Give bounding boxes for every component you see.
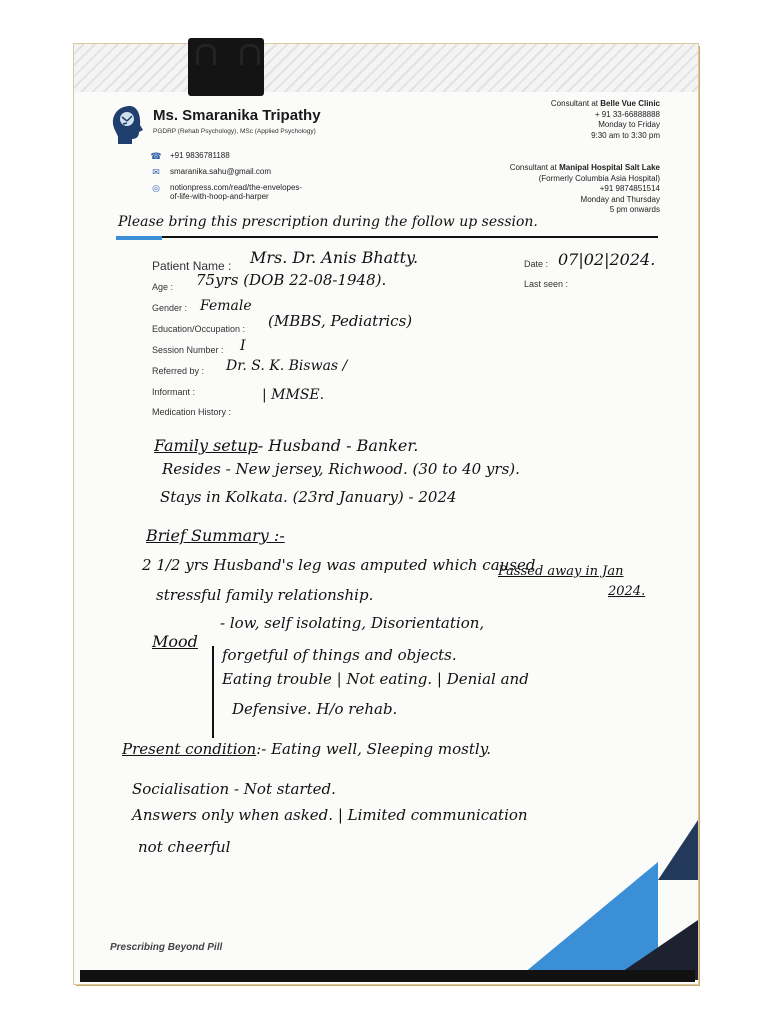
doctor-name: Ms. Smaranika Tripathy: [153, 107, 321, 124]
footer-black-band: [80, 970, 695, 982]
present-condition-line-3: Answers only when asked. | Limited communication: [132, 806, 528, 824]
binder-clip-ring-left: [196, 44, 216, 65]
date-value: 07|02|2024.: [558, 250, 656, 269]
referred-by-value: Dr. S. K. Biswas /: [226, 358, 348, 374]
clinic-2-hours: 5 pm onwards: [609, 205, 660, 214]
referred-by-label: Referred by :: [152, 366, 205, 376]
passed-away-note: Passed away in Jan: [498, 564, 624, 579]
gender-value: Female: [200, 298, 252, 314]
binder-clip-ring-right: [240, 44, 260, 65]
age-label: Age :: [152, 282, 174, 292]
mood-heading: Mood: [152, 632, 198, 651]
phone-icon: ☎: [150, 151, 162, 161]
clinic-2-former: (Formerly Columbia Asia Hospital): [538, 173, 660, 183]
brief-summary-heading: Brief Summary :-: [146, 526, 285, 545]
mood-line-3: Eating trouble | Not eating. | Denial and: [222, 670, 529, 688]
web-line-1: notionpress.com/read/the-envelopes-: [170, 183, 303, 192]
contact-web: [150, 183, 302, 201]
hatched-top-band: [74, 44, 698, 92]
family-setup-text: - Husband - Banker.: [257, 436, 419, 455]
mood-line-4: Defensive. H/o rehab.: [232, 700, 398, 718]
last-seen-label: Last seen :: [524, 279, 569, 289]
patient-name-value: Mrs. Dr. Anis Bhatty.: [250, 248, 419, 267]
informant-label: Informant :: [152, 387, 196, 397]
clinic-2-phone: +91 9874851514: [599, 184, 660, 193]
clinic-1-title: [551, 99, 660, 110]
session-number-value: I: [240, 338, 246, 354]
education-value: (MBBS, Pediatrics): [268, 312, 413, 330]
present-condition-line-1: :- Eating well, Sleeping mostly.: [256, 740, 491, 758]
present-condition-line-4: not cheerful: [138, 838, 231, 856]
mood-bracket: [212, 646, 214, 738]
clinic-2-title: [510, 163, 660, 174]
contact-phone: [150, 151, 230, 161]
contact-email: [150, 167, 271, 177]
clinic-1-name: Belle Vue Clinic: [600, 99, 660, 108]
web-line-2: of-life-with-hoop-and-harper: [170, 192, 269, 201]
clinic-2-block: [510, 163, 660, 216]
patient-name-label: Patient Name :: [152, 259, 232, 273]
phone-text: +91 9836781188: [170, 151, 230, 160]
mood-line-1: - low, self isolating, Disorientation,: [220, 614, 485, 632]
clinic-1-days: Monday to Friday: [598, 120, 660, 129]
present-condition-heading: Present condition: [122, 740, 257, 758]
date-label: Date :: [524, 259, 549, 269]
clinic-2-days: Monday and Thursday: [580, 194, 660, 204]
clinic-1-label: Consultant at: [550, 99, 599, 108]
clinic-2-label: Consultant at: [509, 163, 557, 172]
footer-dark-triangle-top: [658, 820, 698, 880]
age-value: 75yrs (DOB 22-08-1948).: [196, 271, 387, 289]
medication-history-value: | MMSE.: [262, 387, 325, 403]
header-divider: [162, 236, 658, 238]
clinic-1-hours: 9:30 am to 3:30 pm: [591, 130, 660, 140]
gender-label: Gender :: [152, 303, 188, 313]
resides-note: Resides - New jersey, Richwood. (30 to 40 yrs).: [162, 460, 520, 478]
medication-history-label: Medication History :: [152, 407, 232, 417]
follow-up-instruction: Please bring this prescription during the follow up session.: [118, 214, 538, 230]
clinic-1-phone: + 91 33-66888888: [594, 109, 660, 119]
education-label: Education/Occupation :: [152, 324, 246, 334]
email-text: smaranika.sahu@gmail.com: [170, 167, 272, 176]
present-condition-note: [122, 740, 491, 758]
web-text: [170, 183, 302, 201]
email-icon: ✉: [152, 167, 160, 177]
mood-line-2: forgetful of things and objects.: [222, 646, 457, 664]
stays-note: Stays in Kolkata. (23rd January) - 2024: [160, 488, 457, 506]
clinic-1-block: [551, 99, 660, 141]
header-accent-bar: [116, 236, 162, 240]
clinic-2-name: Manipal Hospital Salt Lake: [559, 163, 660, 172]
head-tree-logo-icon: [110, 104, 146, 146]
doctor-qualifications: PGDRP (Rehab Psychology), MSc (Applied Psychology): [153, 128, 316, 135]
session-number-label: Session Number :: [152, 345, 224, 355]
family-setup-note: [154, 436, 418, 455]
passed-away-year: 2024.: [608, 584, 646, 599]
footer-tagline: Prescribing Beyond Pill: [110, 942, 223, 953]
brief-summary-line-2: stressful family relationship.: [156, 586, 374, 604]
brief-summary-line-1: 2 1/2 yrs Husband's leg was amputed which caused: [142, 556, 536, 574]
globe-icon: ◎: [152, 183, 160, 193]
family-setup-heading: Family setup: [154, 436, 258, 455]
present-condition-line-2: Socialisation - Not started.: [132, 780, 336, 798]
